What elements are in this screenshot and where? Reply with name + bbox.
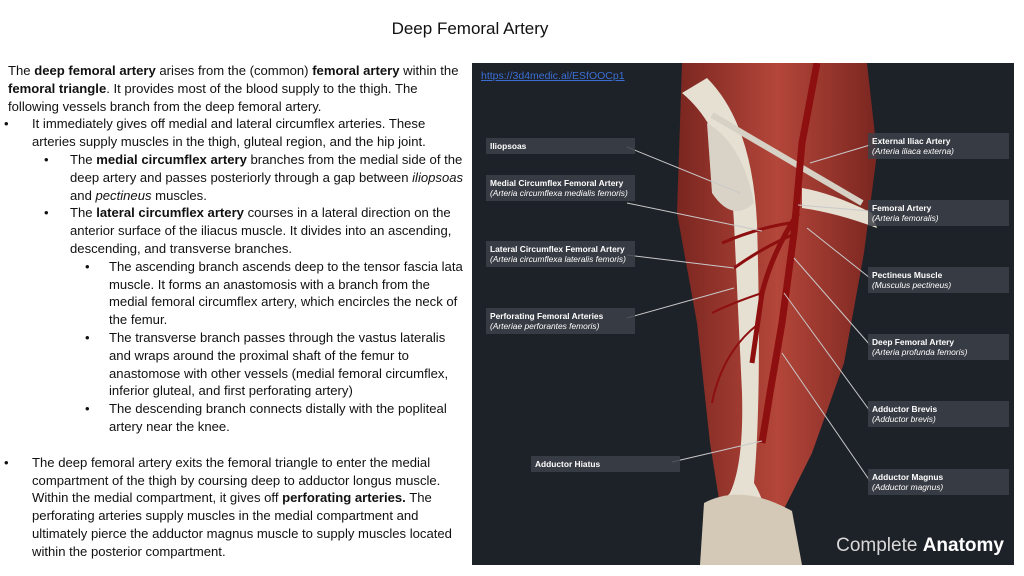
anatomy-figure xyxy=(472,63,1014,565)
label-adductor-magnus: Adductor Magnus (Adductor magnus) xyxy=(868,469,1009,495)
slide-title: Deep Femoral Artery xyxy=(391,19,549,38)
knee-joint xyxy=(700,495,802,565)
label-adductor-hiatus: Adductor Hiatus xyxy=(531,456,680,472)
bullet-lateral-circumflex: • The lateral circumflex artery courses in a lateral direction on the anterior surface of the iliacus muscle. It divides into an ascending, descending, and transverse branches. xyxy=(44,205,452,256)
label-deep-femoral: Deep Femoral Artery (Arteria profunda femoris) xyxy=(868,334,1009,360)
label-medial-circumflex: Medial Circumflex Femoral Artery (Arteria circumflexa medialis femoris) xyxy=(486,175,635,201)
brand-logo: Complete Anatomy xyxy=(836,535,1004,556)
label-femoral-artery: Femoral Artery (Arteria femoralis) xyxy=(868,200,1009,226)
label-iliopsoas: Iliopsoas xyxy=(486,138,635,154)
bullet-medial-circumflex: • The medial circumflex artery branches from the medial side of the deep artery and passes posteriorly through a gap between iliopsoas and pectineus muscles. xyxy=(44,151,464,203)
body-text xyxy=(4,62,466,561)
label-pectineus: Pectineus Muscle (Musculus pectineus) xyxy=(868,267,1009,293)
intro-paragraph: The deep femoral artery arises from the (common) femoral artery within the femoral triangle. It provides most of the blood supply to the thigh. The following vessels branch from the deep femoral artery. xyxy=(8,63,459,114)
bullet-perforating: • The deep femoral artery exits the femoral triangle to enter the medial compartment of the thigh by coursing deep to adductor longus muscle. Within the medial compartment, it gives off perforating arteries. The perforating arteries supply muscles in the medial compartment and ultimately pierce the adductor magnus muscle to supply muscles located within the posterior compartment. xyxy=(4,454,452,559)
label-external-iliac: External Iliac Artery (Arteria iliaca externa) xyxy=(868,133,1009,159)
source-link[interactable]: https://3d4medic.al/ESfOOCp1 xyxy=(481,70,625,82)
label-adductor-brevis: Adductor Brevis (Adductor brevis) xyxy=(868,401,1009,427)
label-lateral-circumflex: Lateral Circumflex Femoral Artery (Arteria circumflexa lateralis femoris) xyxy=(486,241,635,267)
label-perforating: Perforating Femoral Arteries (Arteriae perforantes femoris) xyxy=(486,308,635,334)
bullet-descending-branch: • The descending branch connects distally with the popliteal artery near the knee. xyxy=(85,401,447,434)
bullet-transverse-branch: • The transverse branch passes through the vastus lateralis and wraps around the proximal shaft of the femur to anastomose with other vessels (medial femoral circumflex, inferior gluteal, and first perforating artery) xyxy=(85,329,449,399)
thigh-muscle-mass xyxy=(677,63,877,518)
bullet-ascending-branch: • The ascending branch ascends deep to the tensor fascia lata muscle. It forms an anastomosis with a branch from the medial femoral circumflex artery, which encircles the neck of the femur. xyxy=(85,258,463,328)
bullet-circumflex: • It immediately gives off medial and lateral circumflex arteries. These arteries supply muscles in the thigh, gluteal region, and the hip joint. xyxy=(4,116,426,150)
